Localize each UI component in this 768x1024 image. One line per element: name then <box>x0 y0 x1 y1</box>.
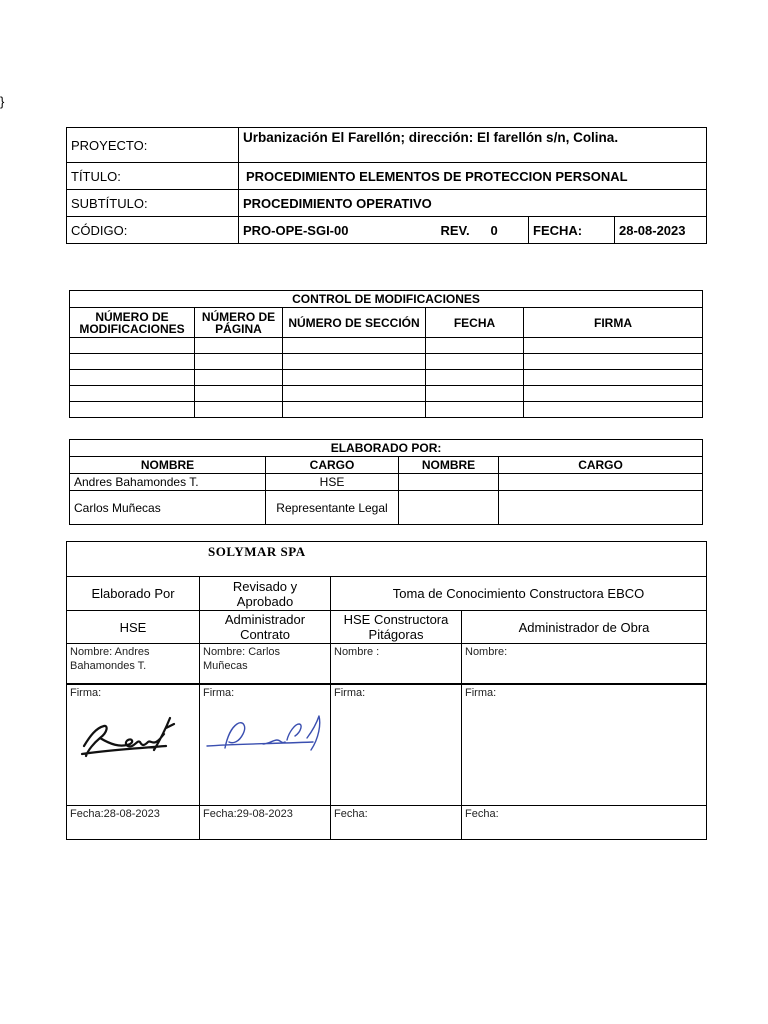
firma-cell-4 <box>462 684 707 806</box>
table-row <box>70 386 703 402</box>
role-admin-contrato: Administrador Contrato <box>200 611 331 644</box>
role-hse-pitagoras: HSE Constructora Pitágoras <box>331 611 462 644</box>
fecha-2: Fecha:29-08-2023 <box>200 806 331 840</box>
row2-nombre: Carlos Muñecas <box>70 491 266 525</box>
codigo-cell <box>239 217 529 244</box>
role-admin-obra: Administrador de Obra <box>462 611 707 644</box>
table-row <box>70 338 703 354</box>
col-num-pagina: NÚMERO DE PÁGINA <box>195 308 283 338</box>
col-firma: FIRMA <box>524 308 703 338</box>
row1-cargo: HSE <box>266 474 399 491</box>
firma-label-4: Firma: <box>465 686 497 699</box>
modifications-table <box>69 290 703 418</box>
row2-cargo: Representante Legal <box>266 491 399 525</box>
titulo-value: PROCEDIMIENTO ELEMENTOS DE PROTECCION PERSONAL <box>239 163 707 190</box>
col-fecha: FECHA <box>426 308 524 338</box>
revisado-aprobado-header: Revisado y Aprobado <box>200 577 331 611</box>
col-num-seccion: NÚMERO DE SECCIÓN <box>283 308 426 338</box>
company-name: SOLYMAR SPA <box>67 542 707 577</box>
subtitulo-value: PROCEDIMIENTO OPERATIVO <box>239 190 707 217</box>
firma-cell-1 <box>67 684 200 806</box>
fecha-4: Fecha: <box>462 806 707 840</box>
rev-label: REV. <box>440 222 470 238</box>
nombre-4: Nombre: <box>462 644 707 684</box>
table-row <box>70 474 703 491</box>
fecha-1: Fecha:28-08-2023 <box>67 806 200 840</box>
subtitulo-label: SUBTÍTULO: <box>67 190 239 217</box>
firma-label-1: Firma: <box>70 686 102 699</box>
approval-table <box>66 541 707 840</box>
stray-brace: } <box>0 94 5 109</box>
elaborado-title: ELABORADO POR: <box>70 440 703 457</box>
titulo-label: TÍTULO: <box>67 163 239 190</box>
modifications-title: CONTROL DE MODIFICACIONES <box>70 291 703 308</box>
row1-nombre: Andres Bahamondes T. <box>70 474 266 491</box>
proyecto-value: Urbanización El Farellón; dirección: El farellón s/n, Colina. <box>239 128 707 163</box>
codigo-label: CÓDIGO: <box>67 217 239 244</box>
nombre-1: Nombre: Andres Bahamondes T. <box>67 644 200 684</box>
col-cargo-1: CARGO <box>266 457 399 474</box>
col-cargo-2: CARGO <box>499 457 703 474</box>
col-num-modificaciones: NÚMERO DE MODIFICACIONES <box>70 308 195 338</box>
fecha-value: 28-08-2023 <box>615 217 707 244</box>
fecha-3: Fecha: <box>331 806 462 840</box>
col-nombre-1: NOMBRE <box>70 457 266 474</box>
elaborado-por-header: Elaborado Por <box>67 577 200 611</box>
table-row <box>70 402 703 418</box>
table-row <box>70 354 703 370</box>
signature-image-1 <box>70 710 180 770</box>
nombre-2: Nombre: Carlos Muñecas <box>200 644 331 684</box>
col-nombre-2: NOMBRE <box>399 457 499 474</box>
signature-image-2 <box>203 710 325 760</box>
firma-cell-3 <box>331 684 462 806</box>
proyecto-label: PROYECTO: <box>67 128 239 163</box>
toma-conocimiento-header: Toma de Conocimiento Constructora EBCO <box>331 577 707 611</box>
rev-value: 0 <box>490 222 498 238</box>
table-row <box>70 491 703 525</box>
firma-label-3: Firma: <box>334 686 366 699</box>
codigo-value: PRO-OPE-SGI-00 <box>243 222 349 238</box>
table-row <box>70 370 703 386</box>
fecha-label: FECHA: <box>529 217 615 244</box>
firma-cell-2 <box>200 684 331 806</box>
nombre-3: Nombre : <box>331 644 462 684</box>
document-header-table <box>66 127 707 244</box>
firma-label-2: Firma: <box>203 686 235 699</box>
role-hse: HSE <box>67 611 200 644</box>
elaborado-table <box>69 439 703 525</box>
